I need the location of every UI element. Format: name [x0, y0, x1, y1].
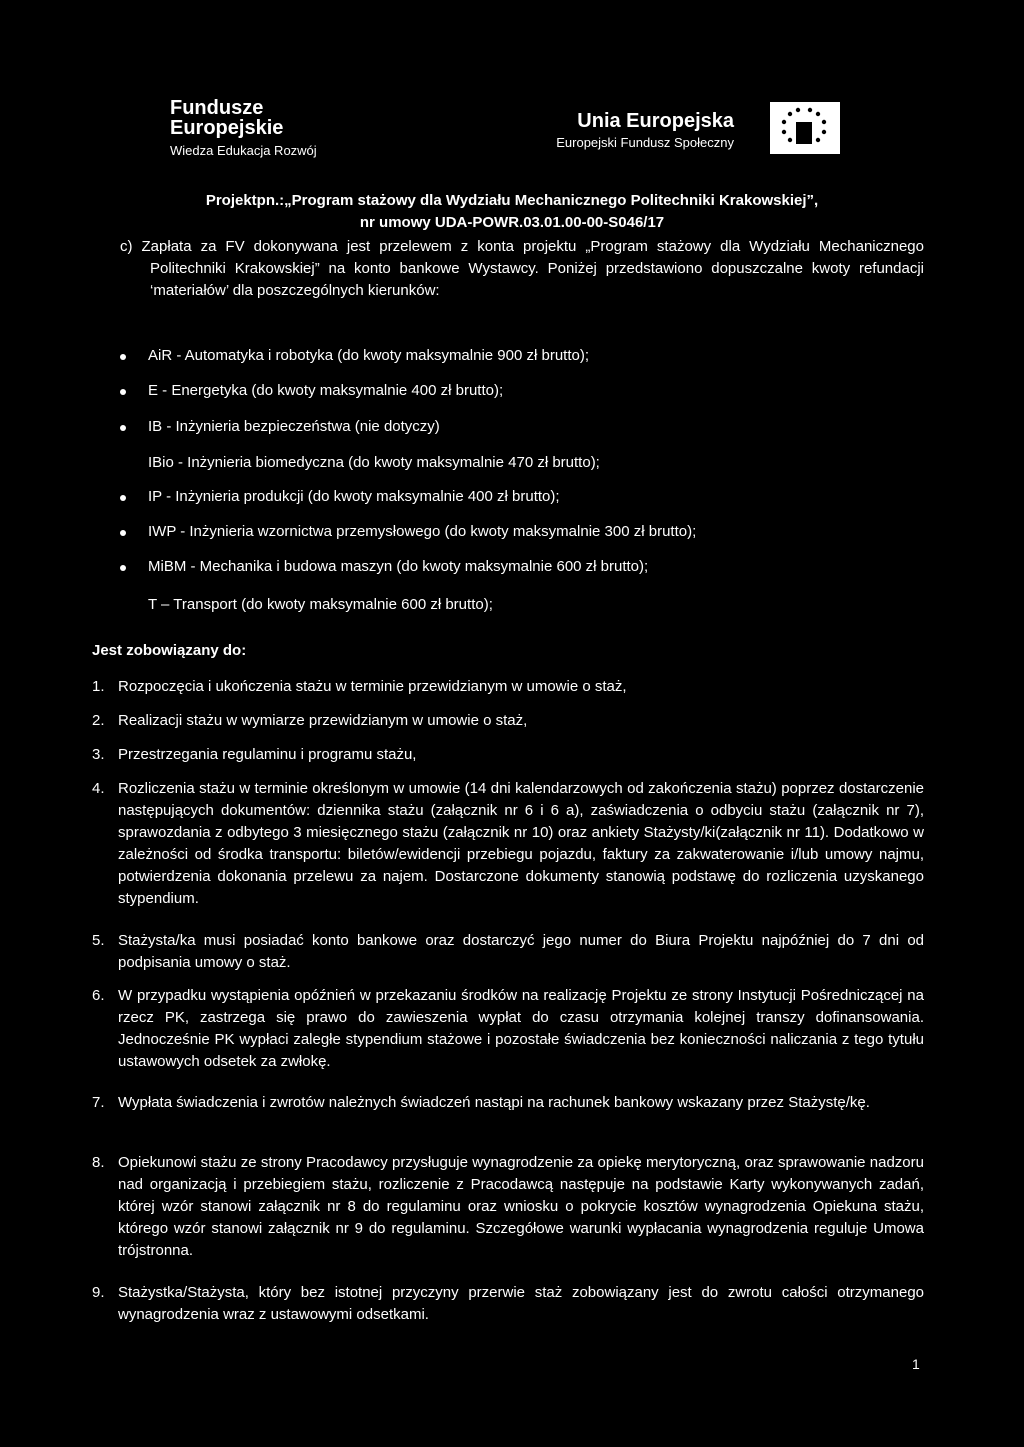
project-line2: nr umowy UDA-POWR.03.01.00-00-S046/17: [359, 214, 665, 231]
unia-europejska-logo: [556, 110, 734, 152]
obligation-item: [92, 676, 924, 698]
obligation-number: 2.: [92, 712, 105, 729]
project-title: [100, 190, 924, 234]
logo-left-line1: Fundusze: [170, 97, 264, 119]
direction-item: [148, 523, 696, 540]
direction-text: MiBM - Mechanika i budowa maszyn (do kwoty maksymalnie 600 zł brutto);: [148, 558, 649, 575]
obligation-item: [92, 985, 924, 1073]
obligation-text: Wypłata świadczenia i zwrotów należnych świadczeń nastąpi na rachunek bankowy wskazany przez Stażystę/kę.: [118, 1094, 870, 1111]
obligation-item: [92, 710, 924, 732]
eu-flag-icon: [766, 100, 842, 156]
direction-text: IB - Inżynieria bezpieczeństwa (nie dotyczy): [148, 418, 440, 435]
project-line1: Projektpn.:„Program stażowy dla Wydziału Mechanicznego Politechniki Krakowskiej”,: [205, 192, 819, 209]
direction-item: [148, 558, 648, 575]
direction-item: [148, 418, 440, 435]
bullet-icon: [120, 565, 126, 571]
obligation-number: 9.: [92, 1284, 105, 1301]
obligation-text: Stażystka/Stażysta, który bez istotnej przyczyny przerwie staż zobowiązany jest do zwrotu całości otrzymanego wynagrodzenia wraz z ustawowymi odsetkami.: [118, 1284, 924, 1323]
obligation-number: 3.: [92, 746, 105, 763]
intro-paragraph: c) Zapłata za FV dokonywana jest przelewem z konta projektu „Program stażowy dla Wydziału Mechanicznego Politechniki Krakowskiej” na konto bankowe Wystawcy. Poniżej przedstawiono dopuszczalne kwoty refundacji ‘materiałów’ dla poszczególnych kierunków:: [120, 238, 924, 299]
direction-item: [148, 347, 589, 364]
obligation-number: 6.: [92, 987, 105, 1004]
direction-item: [148, 596, 493, 613]
obligation-item: [92, 778, 924, 910]
obligation-text: Rozpoczęcia i ukończenia stażu w terminie przewidzianym w umowie o staż,: [118, 678, 627, 695]
direction-text: IBio - Inżynieria biomedyczna (do kwoty maksymalnie 470 zł brutto);: [148, 454, 600, 471]
obligation-text: Stażysta/ka musi posiadać konto bankowe oraz dostarczyć jego numer do Biura Projektu najpóźniej do 7 dni od podpisania umowy o staż.: [118, 932, 924, 971]
obligation-number: 7.: [92, 1094, 105, 1111]
bullet-icon: [120, 389, 126, 395]
bullet-icon: [120, 425, 126, 431]
bullet-icon: [120, 530, 126, 536]
obligation-item: [92, 1092, 924, 1114]
logo-right-title: Unia Europejska: [577, 110, 734, 132]
logo-left-line3: Wiedza Edukacja Rozwój: [170, 143, 317, 158]
obligation-text: Rozliczenia stażu w terminie określonym w umowie (14 dni kalendarzowych od zakończenia stażu) poprzez dostarczenie następujących dokumentów: dziennika stażu (załącznik nr 6 i 6 a), zaświadczenia o odbyciu stażu (załącznik nr 7), sprawozdania z odbytego 3 miesięcznego stażu (załącznik nr 10) oraz ankiety Stażysty/ki(załącznik nr 11). Dodatkowo w zależności od środka transportu: biletów/ewidencji przebiegu pojazdu, faktury za zakwaterowanie i/lub umowy najmu, potwierdzenia dokonania przelewu za najem. Dostarczone dokumenty stanowią podstawę do rozliczenia uzyskanego stypendium.: [118, 780, 924, 907]
obligation-text: Przestrzegania regulaminu i programu stażu,: [118, 746, 417, 763]
obligation-text: Opiekunowi stażu ze strony Pracodawcy przysługuje wynagrodzenie za opiekę merytoryczną, oraz sprawowanie nadzoru nad organizacją i przebiegiem stażu, rozliczenie z Pracodawcą następuje na podstawie Karty wykonywanych zadań, której wzór stanowi załącznik nr 8 do regulaminu oraz wniosku o pokrycie kosztów wynagrodzenia Opiekuna stażu, którego wzór stanowi załącznik nr 9 do regulaminu. Szczegółowe warunki wypłacania wynagrodzenia reguluje Umowa trójstronna.: [118, 1154, 924, 1259]
obligation-text: Realizacji stażu w wymiarze przewidzianym w umowie o staż,: [118, 712, 528, 729]
obligation-item: [92, 744, 924, 766]
obligations-heading: Jest zobowiązany do:: [92, 642, 247, 659]
logo-left-line2: Europejskie: [170, 117, 284, 139]
logo-right-subtitle: Europejski Fundusz Społeczny: [556, 135, 734, 150]
direction-item: [148, 382, 503, 399]
direction-text: IWP - Inżynieria wzornictwa przemysłowego (do kwoty maksymalnie 300 zł brutto);: [148, 523, 697, 540]
obligation-item: [92, 1282, 924, 1326]
obligation-number: 4.: [92, 780, 105, 797]
bullet-icon: [120, 495, 126, 501]
obligation-text: W przypadku wystąpienia opóźnień w przekazaniu środków na realizację Projektu ze strony Instytucji Pośredniczącej na rzecz PK, zastrzega się prawo do zawieszenia wypłat do czasu otrzymania kolejnej transzy dofinansowania. Jednocześnie PK wypłaci zaległe stypendium stażowe i pozostałe świadczenia bez konieczności naliczania z tego tytułu ustawowych odsetek za zwłokę.: [118, 987, 924, 1070]
obligation-number: 8.: [92, 1154, 105, 1171]
obligation-number: 1.: [92, 678, 105, 695]
fundusze-europejskie-logo: [170, 98, 317, 160]
page-mark: 1: [912, 1356, 920, 1372]
obligation-number: 5.: [92, 932, 105, 949]
direction-text: E - Energetyka (do kwoty maksymalnie 400 zł brutto);: [148, 382, 504, 399]
direction-text: AiR - Automatyka i robotyka (do kwoty maksymalnie 900 zł brutto);: [148, 347, 590, 364]
bullet-icon: [120, 354, 126, 360]
direction-item: [148, 488, 560, 505]
direction-text: IP - Inżynieria produkcji (do kwoty maksymalnie 400 zł brutto);: [148, 488, 560, 505]
obligation-item: [92, 1152, 924, 1262]
obligation-item: [92, 930, 924, 974]
direction-item: [148, 454, 600, 471]
direction-text: T – Transport (do kwoty maksymalnie 600 zł brutto);: [148, 596, 493, 613]
